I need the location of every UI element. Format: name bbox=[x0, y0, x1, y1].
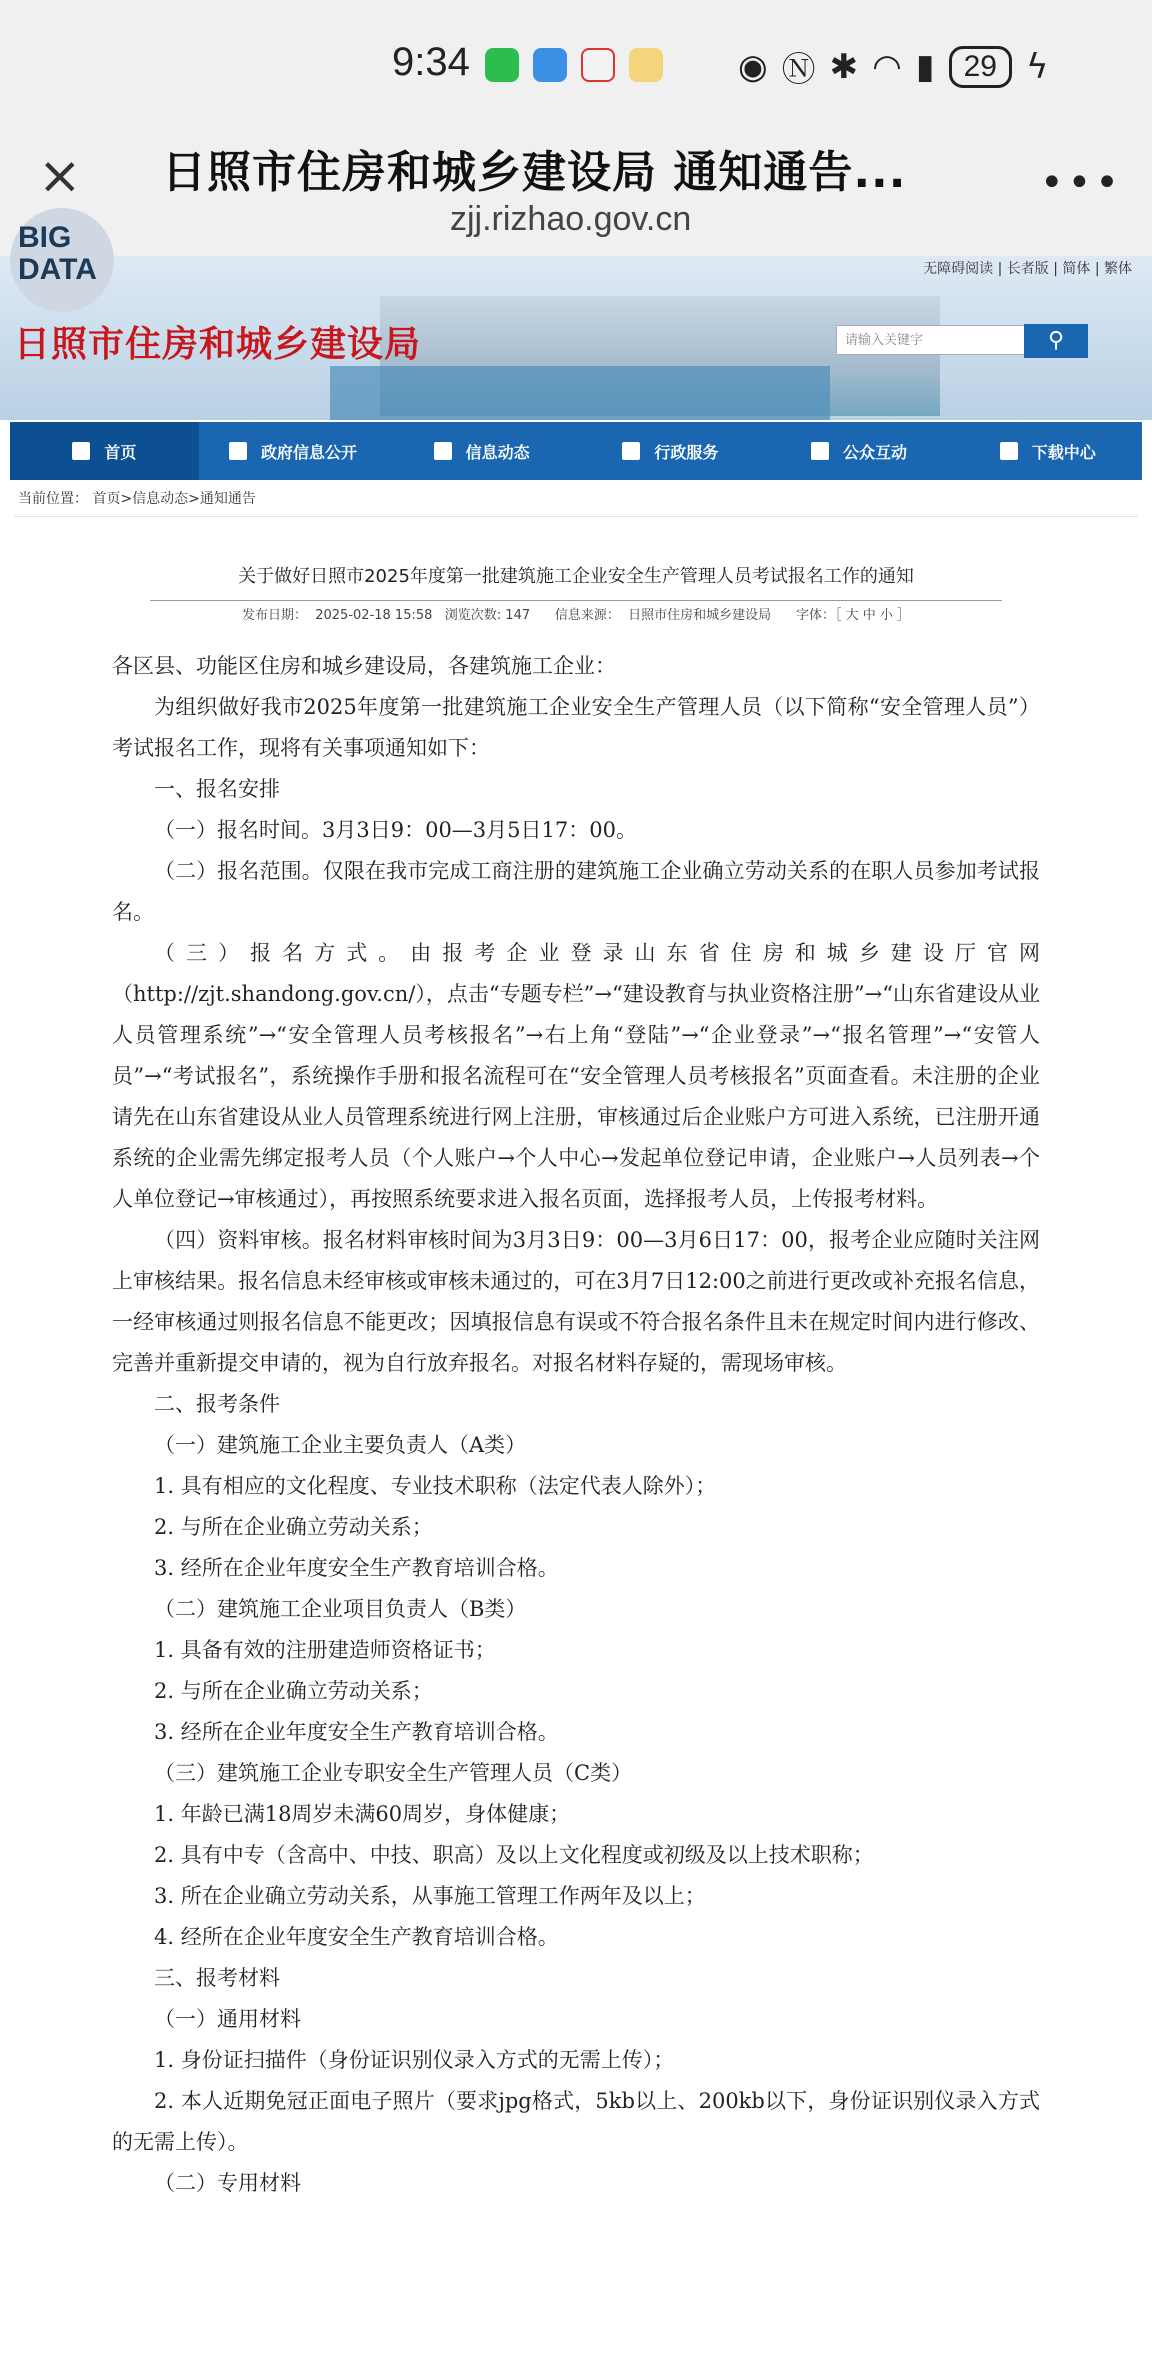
bluetooth-icon: ✱ bbox=[829, 46, 859, 87]
paragraph: 1. 年龄已满18周岁未满60周岁，身体健康； bbox=[154, 1802, 571, 1826]
site-name[interactable]: 日照市住房和城乡建设局 bbox=[14, 324, 422, 365]
paragraph: 三、报考材料 bbox=[154, 1966, 280, 1990]
app-notification-icon-2 bbox=[581, 48, 615, 82]
notification-icons bbox=[485, 48, 663, 82]
signal-icon: ▮ bbox=[915, 46, 935, 87]
news-icon bbox=[434, 442, 452, 460]
nav-downloads[interactable] bbox=[953, 422, 1142, 480]
search-icon: ⚲ bbox=[1047, 328, 1065, 353]
service-icon bbox=[622, 442, 640, 460]
eye-icon: ◉ bbox=[738, 46, 768, 87]
divider bbox=[14, 516, 1138, 517]
page-title: 日照市住房和城乡建设局 通知通告... bbox=[162, 147, 907, 198]
paragraph: 3. 所在企业确立劳动关系，从事施工管理工作两年及以上； bbox=[154, 1884, 706, 1908]
calendar-icon bbox=[229, 442, 247, 460]
paragraph: 二、报考条件 bbox=[154, 1392, 280, 1416]
nav-news[interactable] bbox=[387, 422, 576, 480]
nav-services[interactable] bbox=[576, 422, 765, 480]
article-meta: 发布日期： 2025-02-18 15:58 浏览次数: 147 信息来源： 日照市住房和城乡建设局 字体：［ 大 中 小 ］ bbox=[241, 608, 910, 623]
nav-government-info[interactable] bbox=[199, 422, 388, 480]
chat-icon bbox=[1000, 442, 1018, 460]
paragraph: 2. 与所在企业确立劳动关系； bbox=[154, 1515, 433, 1539]
paragraph: 一、报名安排 bbox=[154, 777, 280, 801]
paragraph: （二）报名范围。仅限在我市完成工商注册的建筑施工企业确立劳动关系的在职人员参加考试报名。 bbox=[112, 859, 1040, 924]
status-time: 9:34 bbox=[392, 40, 470, 84]
main-nav bbox=[10, 422, 1142, 480]
paragraph: （二）专用材料 bbox=[154, 2171, 301, 2195]
paragraph: 1. 具有相应的文化程度、专业技术职称（法定代表人除外）； bbox=[154, 1474, 717, 1498]
paragraph: 各区县、功能区住房和城乡建设局，各建筑施工企业： bbox=[112, 654, 616, 678]
nav-label: 信息动态 bbox=[465, 442, 530, 462]
more-options-button[interactable]: ••• bbox=[1040, 160, 1123, 206]
app-notification-icon bbox=[533, 48, 567, 82]
paragraph: 2. 具有中专（含高中、中技、职高）及以上文化程度或初级及以上技术职称； bbox=[154, 1843, 874, 1867]
nav-label: 公众互动 bbox=[843, 442, 908, 462]
wechat-icon bbox=[485, 48, 519, 82]
nav-label: 下载中心 bbox=[1031, 442, 1096, 462]
nav-label: 行政服务 bbox=[654, 442, 719, 462]
nav-home[interactable] bbox=[10, 422, 199, 480]
close-button[interactable]: × bbox=[38, 146, 82, 206]
paragraph: （一）建筑施工企业主要负责人（A类） bbox=[154, 1433, 527, 1457]
paragraph: （一）报名时间。3月3日9：00—3月5日17：00。 bbox=[154, 818, 637, 842]
search-input[interactable]: 请输入关键字 bbox=[836, 325, 1026, 355]
paragraph: （三）报名方式。由报考企业登录山东省住房和城乡建设厅官网（http://zjt.shandong.gov.cn/），点击“专题专栏”→“建设教育与执业资格注册”→“山东省建设从业人员管理系统”→“安全管理人员考核报名”→右上角“登陆”→“企业登录”→“报名管理”→“安管人员”→“考试报名”，系统操作手册和报名流程可在“安全管理人员考核报名”页面查看。未注册的企业请先在山东省建设从业人员管理系统进行网上注册，审核通过后企业账户方可进入系统，已注册开通系统的企业需先绑定报考人员（个人账户→个人中心→发起单位登记申请，企业账户→人员列表→个人单位登记→审核通过），再按照系统要求进入报名页面，选择报考人员，上传报考材料。 bbox=[112, 941, 1040, 1211]
paragraph: （二）建筑施工企业项目负责人（B类） bbox=[154, 1597, 527, 1621]
paragraph: 1. 身份证扫描件（身份证识别仪录入方式的无需上传）； bbox=[154, 2048, 675, 2072]
nav-label: 政府信息公开 bbox=[261, 442, 358, 462]
nav-interaction[interactable] bbox=[765, 422, 954, 480]
search-button[interactable] bbox=[1024, 324, 1088, 358]
big-data-logo: BIG DATA bbox=[10, 208, 114, 312]
battery-indicator: 29 bbox=[949, 46, 1012, 88]
paragraph: （四）资料审核。报名材料审核时间为3月3日9：00—3月6日17：00，报考企业应随时关注网上审核结果。报名信息未经审核或审核未通过的，可在3月7日12:00之前进行更改或补充报名信息，一经审核通过则报名信息不能更改；因填报信息有误或不符合报名条件且未在规定时间内进行修改、完善并重新提交申请的，视为自行放弃报名。对报名材料存疑的，需现场审核。 bbox=[112, 1228, 1040, 1375]
paragraph: （一）通用材料 bbox=[154, 2007, 301, 2031]
article-body bbox=[112, 646, 1040, 2204]
paragraph: 4. 经所在企业年度安全生产教育培训合格。 bbox=[154, 1925, 559, 1949]
app-notification-icon-3 bbox=[629, 48, 663, 82]
article-title: 关于做好日照市2025年度第一批建筑施工企业安全生产管理人员考试报名工作的通知 bbox=[150, 562, 1002, 601]
nfc-icon: Ⓝ bbox=[781, 50, 816, 90]
system-icons bbox=[738, 42, 1048, 91]
banner-water-image bbox=[330, 366, 830, 420]
top-links[interactable]: 无障碍阅读 | 长者版 | 简体 | 繁体 bbox=[923, 261, 1132, 277]
paragraph: （三）建筑施工企业专职安全生产管理人员（C类） bbox=[154, 1761, 633, 1785]
paragraph: 3. 经所在企业年度安全生产教育培训合格。 bbox=[154, 1720, 559, 1744]
interaction-icon bbox=[811, 442, 829, 460]
breadcrumb[interactable]: 当前位置： 首页>信息动态>通知通告 bbox=[18, 491, 256, 507]
home-icon bbox=[72, 442, 90, 460]
paragraph: 为组织做好我市2025年度第一批建筑施工企业安全生产管理人员（以下简称“安全管理人员”）考试报名工作，现将有关事项通知如下： bbox=[112, 695, 1040, 760]
wifi-icon: ◠ bbox=[872, 46, 902, 87]
paragraph: 3. 经所在企业年度安全生产教育培训合格。 bbox=[154, 1556, 559, 1580]
paragraph: 1. 具备有效的注册建造师资格证书； bbox=[154, 1638, 496, 1662]
paragraph: 2. 与所在企业确立劳动关系； bbox=[154, 1679, 433, 1703]
paragraph: 2. 本人近期免冠正面电子照片（要求jpg格式，5kb以上、200kb以下，身份证识别仪录入方式的无需上传）。 bbox=[112, 2089, 1040, 2154]
status-bar bbox=[0, 0, 1152, 130]
page-url[interactable]: zjj.rizhao.gov.cn bbox=[450, 200, 692, 238]
nav-label: 首页 bbox=[104, 442, 137, 462]
charging-icon: ϟ bbox=[1025, 46, 1049, 87]
